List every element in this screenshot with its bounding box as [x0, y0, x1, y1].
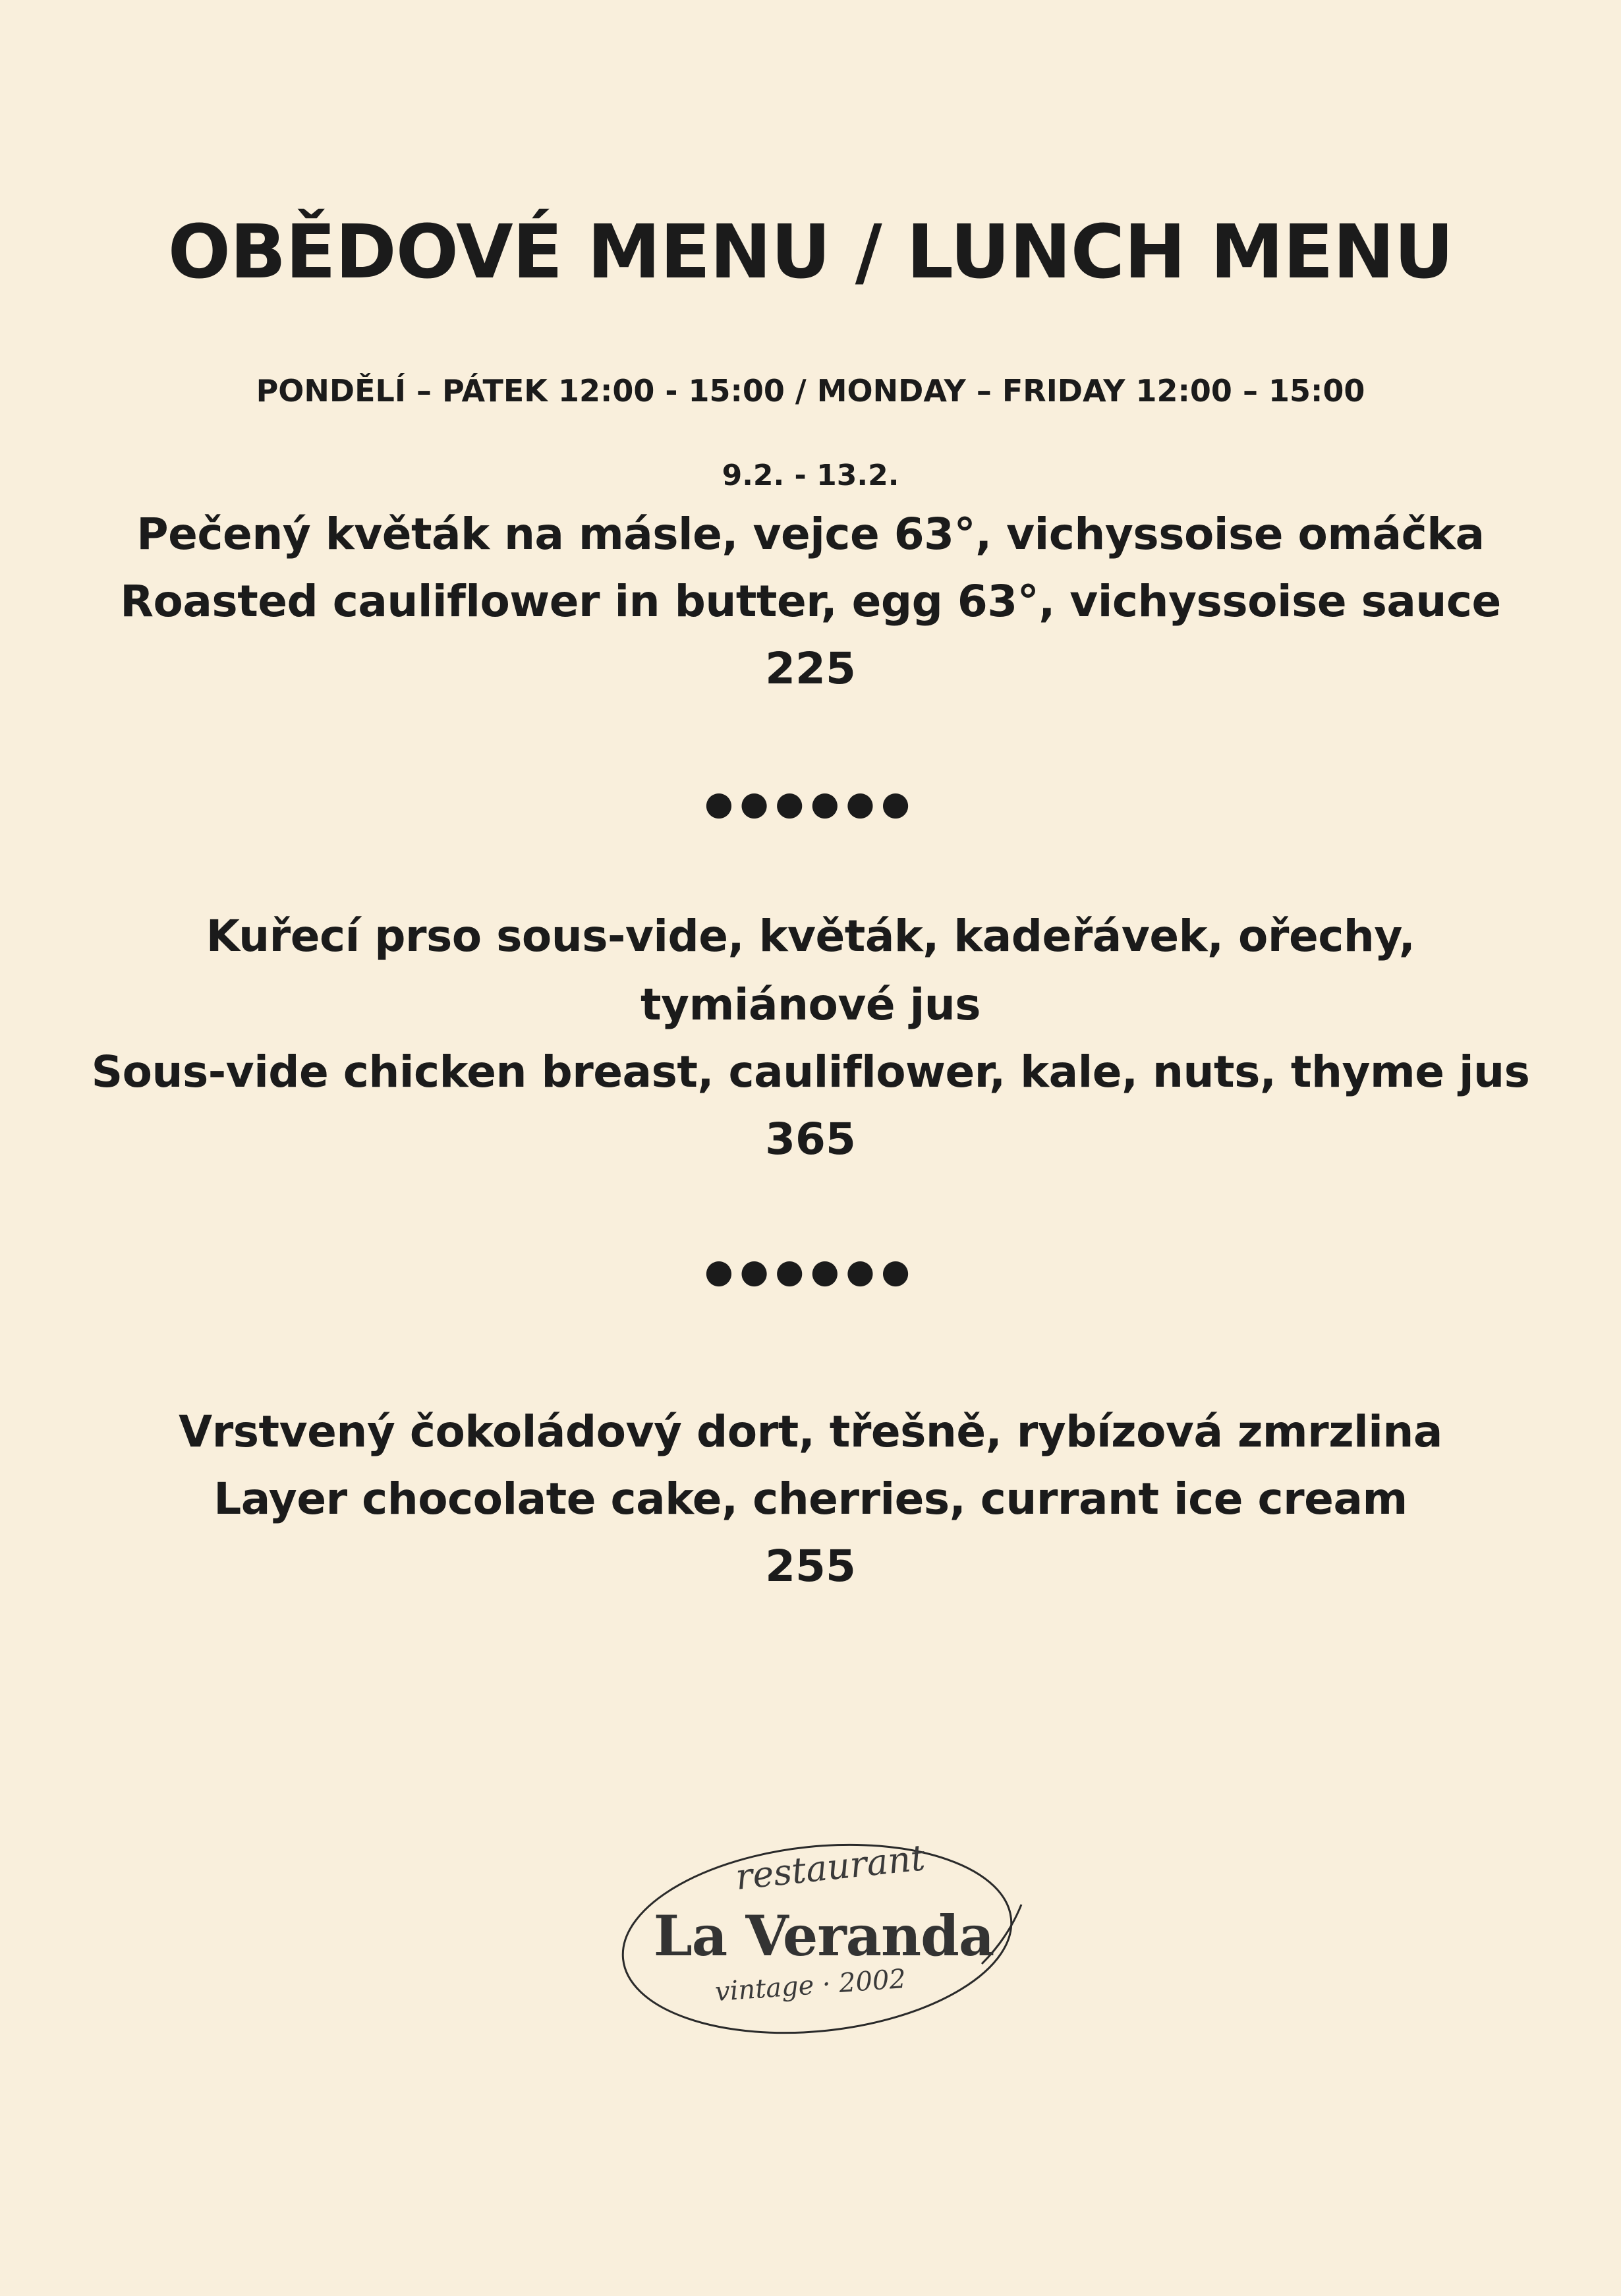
logo-bottom-text: vintage · 2002 [714, 1963, 907, 2008]
dish-3-price: 255 [765, 1541, 856, 1592]
dish-3-line-en: Layer chocolate cake, cherries, currant ice cream [213, 1474, 1408, 1524]
dish-2-price: 365 [765, 1114, 856, 1164]
dish-1-price: 225 [765, 643, 856, 694]
dish-2-line-en: Sous-vide chicken breast, cauliflower, kale, nuts, thyme jus [91, 1047, 1530, 1097]
dish-3-line-cz: Vrstvený čokoládový dort, třešně, rybízová zmrzlina [179, 1406, 1442, 1457]
page-title: OBĚDOVÉ MENU / LUNCH MENU [167, 210, 1454, 295]
separator-1: ●●●●●● [704, 784, 917, 822]
restaurant-logo [613, 1825, 1035, 2043]
logo-name: La Veranda [653, 1903, 994, 1968]
dish-1-line-cz: Pečený květák na másle, vejce 63°, vichyssoise omáčka [136, 509, 1485, 560]
separator-2: ●●●●●● [704, 1252, 917, 1290]
opening-hours: PONDĚLÍ – PÁTEK 12:00 - 15:00 / MONDAY – FRIDAY 12:00 – 15:00 [256, 373, 1365, 409]
date-range: 9.2. - 13.2. [722, 459, 899, 492]
dish-2-line-cz-2: tymiánové jus [640, 979, 981, 1030]
dish-2-line-cz-1: Kuřecí prso sous-vide, květák, kadeřávek, ořechy, [206, 911, 1415, 961]
logo-top-text: restaurant [733, 1837, 927, 1898]
dish-1-line-en: Roasted cauliflower in butter, egg 63°, vichyssoise sauce [120, 576, 1501, 627]
